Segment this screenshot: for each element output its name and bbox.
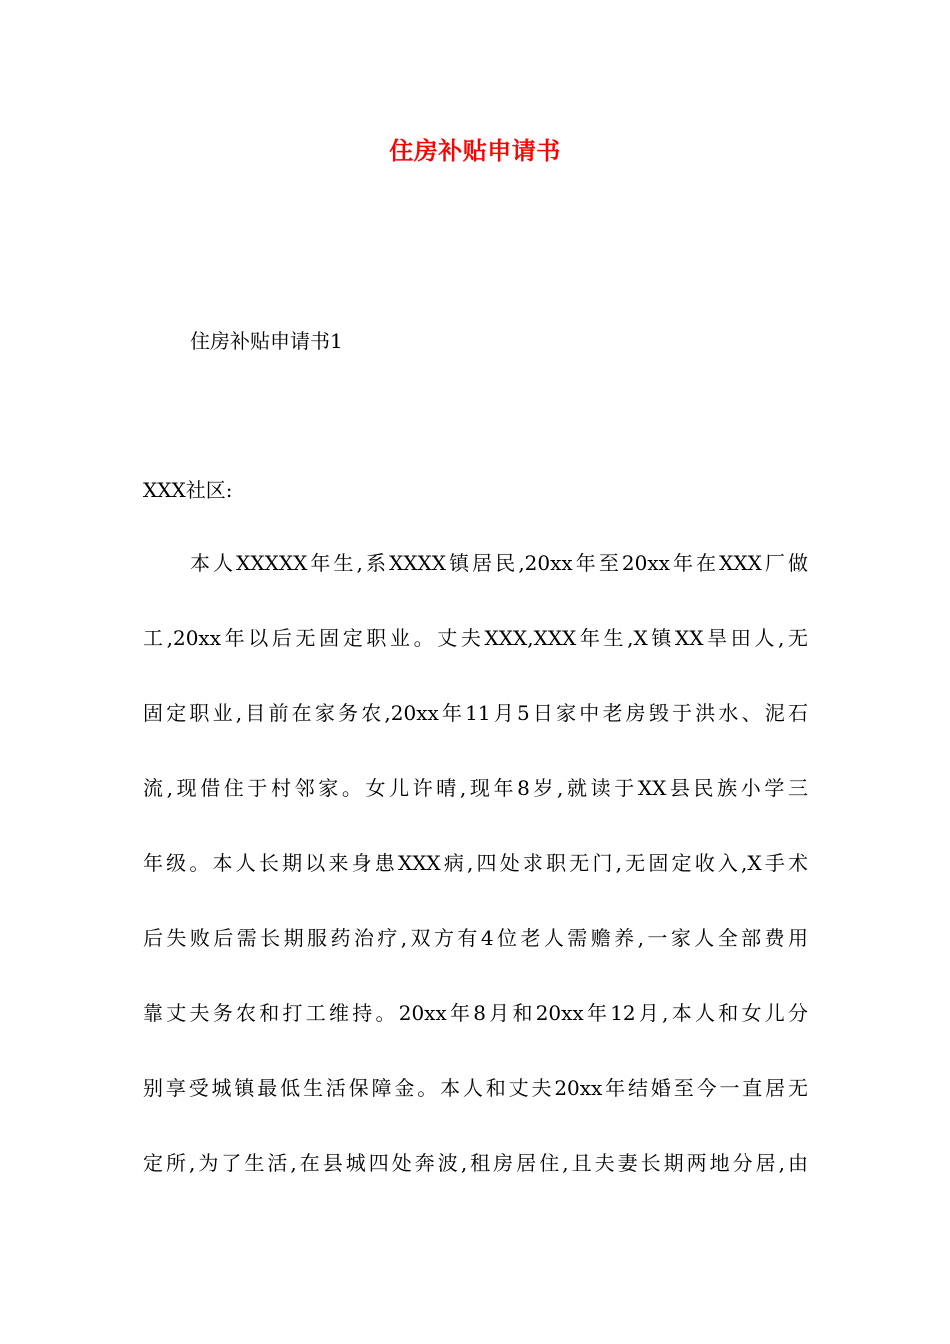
salutation: XXX社区:: [143, 478, 233, 502]
body-line: 定所,为了生活,在县城四处奔波,租房居住,且夫妻长期两地分居,由: [143, 1151, 808, 1175]
body-line: 固定职业,目前在家务农,20xx年11月5日家中老房毁于洪水、泥石: [143, 701, 808, 725]
document-title: 住房补贴申请书: [389, 136, 561, 165]
body-line: 别享受城镇最低生活保障金。本人和丈夫20xx年结婚至今一直居无: [143, 1076, 808, 1100]
body-line: 后失败后需长期服药治疗,双方有4位老人需赡养,一家人全部费用: [143, 926, 808, 950]
body-line: 流,现借住于村邻家。女儿许晴,现年8岁,就读于XX县民族小学三: [143, 776, 808, 800]
body-line: 本人XXXXX年生,系XXXX镇居民,20xx年至20xx年在XXX厂做: [190, 551, 808, 575]
body-line: 年级。本人长期以来身患XXX病,四处求职无门,无固定收入,X手术: [143, 851, 808, 875]
section-heading: 住房补贴申请书1: [190, 329, 343, 353]
body-line: 靠丈夫务农和打工维持。20xx年8月和20xx年12月,本人和女儿分: [143, 1001, 808, 1025]
body-line: 工,20xx年以后无固定职业。丈夫XXX,XXX年生,X镇XX旱田人,无: [143, 626, 808, 650]
